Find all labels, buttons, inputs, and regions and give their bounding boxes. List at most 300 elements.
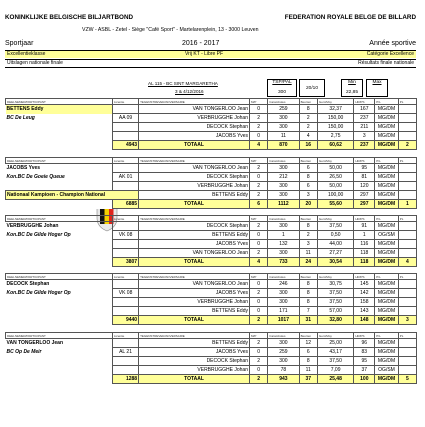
average: 37,50 [317, 222, 354, 231]
average: 37,50 [317, 298, 354, 307]
opponent: VERBRUGGHE Johan [139, 366, 250, 375]
blank-cell [6, 182, 113, 191]
match-points: 2 [249, 182, 267, 191]
blank-cell [398, 114, 416, 123]
match-row [6, 231, 417, 240]
total-license: 9440 [113, 316, 139, 325]
average: 150,00 [317, 114, 354, 123]
blank-cell [6, 123, 113, 132]
player-block [5, 332, 417, 384]
categorie: Catégorie Excellence [366, 51, 414, 57]
player-block [5, 215, 417, 267]
column-header: P/L [375, 158, 399, 164]
average: 150,00 [317, 123, 354, 132]
total-caramboles: 1017 [268, 316, 299, 325]
column-header: Beurten [299, 333, 317, 339]
average: 43,17 [317, 348, 354, 357]
match-row [6, 123, 417, 132]
column-header: P/L [375, 99, 399, 105]
column-header: HR/PS [354, 158, 375, 164]
license: VK 08 [113, 231, 139, 240]
player-block [5, 98, 417, 150]
pl: OG/SM [375, 231, 399, 240]
column-header: DEELNEMER/PARTICIPANT [6, 99, 113, 105]
opponent: BETTENS Eddy [139, 231, 250, 240]
column-header: Licentie [113, 216, 139, 222]
license: AA 09 [113, 114, 139, 123]
column-header: TEGENSTREVER/ADVERSAIRE [139, 274, 250, 280]
column-header: PL [398, 99, 416, 105]
caramboles: 300 [268, 339, 299, 348]
column-header: HR/PS [354, 333, 375, 339]
column-header: M/P [249, 99, 267, 105]
final-rank: 5 [398, 375, 416, 384]
match-row [6, 339, 417, 348]
beurten: 8 [299, 173, 317, 182]
opponent: VAN TONGERLOO Jean [139, 105, 250, 114]
total-caramboles: 733 [268, 258, 299, 267]
column-header: Caramboles [268, 274, 299, 280]
caramboles: 212 [268, 173, 299, 182]
blank-cell [6, 366, 113, 375]
column-header: Caramboles [268, 99, 299, 105]
opponent: DECOCK Stephan [139, 173, 250, 182]
blank-cell [398, 105, 416, 114]
blank-cell [113, 366, 139, 375]
average: 25,00 [317, 339, 354, 348]
pl: MG/DM [375, 114, 399, 123]
player-name: BETTENS Eddy [6, 105, 113, 114]
caramboles: 259 [268, 348, 299, 357]
total-average: 25,48 [317, 375, 354, 384]
total-caramboles: 943 [268, 375, 299, 384]
blank-cell [113, 298, 139, 307]
season: 2016 - 2017 [182, 40, 220, 47]
beurten: 8 [299, 280, 317, 289]
blank-cell [398, 348, 416, 357]
blank-cell [398, 182, 416, 191]
column-header: P/L [375, 216, 399, 222]
beurten: 2 [299, 123, 317, 132]
caramboles: 1 [268, 231, 299, 240]
opponent: JACOBS Yves [139, 132, 250, 141]
column-header: M/P [249, 158, 267, 164]
resultats: Résultats finale nationale [358, 60, 414, 66]
column-header: M/P [249, 274, 267, 280]
high-run: 297 [354, 191, 375, 200]
average: 44,00 [317, 240, 354, 249]
player-club: Kon.BC De Goeie Queue [6, 173, 113, 182]
average: 100,00 [317, 191, 354, 200]
blank-cell [6, 316, 113, 325]
total-label: TOTAAL [139, 200, 250, 209]
total-beurten: 31 [299, 316, 317, 325]
total-beurten: 24 [299, 258, 317, 267]
match-row [6, 164, 417, 173]
venue-name: AL 115 - BC SINT MARGARETHA [148, 81, 218, 86]
total-label: TOTAAL [139, 375, 250, 384]
high-run: 83 [354, 348, 375, 357]
max-label: Max [372, 80, 382, 85]
blank-cell [113, 357, 139, 366]
player-name: DECOCK Stephan [6, 280, 113, 289]
beurten: 2 [299, 114, 317, 123]
match-row [6, 249, 417, 258]
blank-cell [113, 249, 139, 258]
pl: MG/DM [375, 289, 399, 298]
pl: OG/SM [375, 366, 399, 375]
column-header: Gem/Moy [317, 333, 354, 339]
opponent: JACOBS Yves [139, 289, 250, 298]
match-points: 0 [249, 366, 267, 375]
beurten: 8 [299, 222, 317, 231]
pl: MG/DM [375, 132, 399, 141]
caramboles: 300 [268, 123, 299, 132]
pl: MG/DM [375, 280, 399, 289]
total-average: 55,60 [317, 200, 354, 209]
blank-cell [6, 258, 113, 267]
total-beurten: 20 [299, 200, 317, 209]
blank-cell [398, 173, 416, 182]
match-row [6, 132, 417, 141]
total-beurten: 37 [299, 375, 317, 384]
high-run: 91 [354, 222, 375, 231]
total-match-points: 4 [249, 258, 267, 267]
player-block [5, 157, 417, 209]
opponent: BETTENS Eddy [139, 307, 250, 316]
opponent: VAN TONGERLOO Jean [139, 249, 250, 258]
player-block [5, 273, 417, 325]
high-run: 116 [354, 240, 375, 249]
average: 30,75 [317, 280, 354, 289]
match-points: 0 [249, 231, 267, 240]
total-row [6, 316, 417, 325]
blank-cell [6, 240, 113, 249]
annee-label: Année sportive [369, 40, 416, 47]
match-points: 0 [249, 105, 267, 114]
final-rank: 3 [398, 316, 416, 325]
opponent: JACOBS Yves [139, 348, 250, 357]
total-average: 60,62 [317, 141, 354, 150]
uitslagen: Uitslagen nationale finale [7, 60, 63, 66]
player-club: Kon.BC De Gilde Hoger Op [6, 289, 113, 298]
pl: MG/DM [375, 105, 399, 114]
blank-cell [398, 191, 416, 200]
total-high-run: 118 [354, 258, 375, 267]
column-header: Beurten [299, 158, 317, 164]
column-header: DEELNEMER/PARTICIPANT [6, 333, 113, 339]
pl: MG/DM [375, 348, 399, 357]
high-run: 143 [354, 307, 375, 316]
beurten: 4 [299, 132, 317, 141]
beurten: 8 [299, 105, 317, 114]
total-row [6, 258, 417, 267]
beurten-box [299, 79, 325, 97]
column-header: M/P [249, 216, 267, 222]
total-label: TOTAAL [139, 258, 250, 267]
column-header: HR/PS [354, 216, 375, 222]
total-high-run: 237 [354, 141, 375, 150]
blank-cell [398, 366, 416, 375]
column-header: Caramboles [268, 158, 299, 164]
high-run: 142 [354, 289, 375, 298]
average: 57,00 [317, 307, 354, 316]
opponent: DECOCK Stephan [139, 123, 250, 132]
blank-cell [113, 132, 139, 141]
match-points: 0 [249, 307, 267, 316]
total-pl: MG/DM [375, 141, 399, 150]
blank-cell [398, 357, 416, 366]
blank-cell [398, 339, 416, 348]
match-points: 2 [249, 123, 267, 132]
opponent: VERBRUGGHE Johan [139, 298, 250, 307]
column-header: Caramboles [268, 216, 299, 222]
moy-label: Min [348, 80, 356, 85]
column-header: Beurten [299, 99, 317, 105]
match-points: 2 [249, 164, 267, 173]
column-header: Licentie [113, 99, 139, 105]
match-points: 2 [249, 114, 267, 123]
column-header: TEGENSTREVER/ADVERSAIRE [139, 216, 250, 222]
column-header: Gem/Moy [317, 158, 354, 164]
average: 32,37 [317, 105, 354, 114]
opponent: BETTENS Eddy [139, 191, 250, 200]
pl: MG/DM [375, 339, 399, 348]
high-run: 145 [354, 280, 375, 289]
column-header: DEELNEMER/PARTICIPANT [6, 216, 113, 222]
average: 50,00 [317, 182, 354, 191]
total-row [6, 200, 417, 209]
total-row [6, 141, 417, 150]
blank-cell [113, 222, 139, 231]
match-points: 2 [249, 249, 267, 258]
column-header: HR/PS [354, 99, 375, 105]
moy-box [341, 79, 363, 97]
blank-cell [113, 123, 139, 132]
caramboles: 300 [268, 289, 299, 298]
high-run: 37 [354, 366, 375, 375]
address: VZW - ASBL - Zetel - Siège "Café Sport" - Martelarenplein, 13 - 3000 Leuven [82, 27, 259, 33]
column-header: PL [398, 216, 416, 222]
match-points: 2 [249, 339, 267, 348]
total-license: 4943 [113, 141, 139, 150]
match-row [6, 348, 417, 357]
column-header: M/P [249, 333, 267, 339]
match-row [6, 366, 417, 375]
blank-cell [398, 123, 416, 132]
column-header: Licentie [113, 274, 139, 280]
beurten: 7 [299, 307, 317, 316]
blank-cell [398, 298, 416, 307]
blank-cell [398, 231, 416, 240]
pl: MG/DM [375, 173, 399, 182]
high-run: 167 [354, 105, 375, 114]
total-license: 6885 [113, 200, 139, 209]
column-header: TEGENSTREVER/ADVERSAIRE [139, 158, 250, 164]
average: 0,50 [317, 231, 354, 240]
blank-cell [113, 307, 139, 316]
total-pl: MG/DM [375, 375, 399, 384]
column-header: Gem/Moy [317, 216, 354, 222]
caramboles: 300 [268, 249, 299, 258]
caramboles: 300 [268, 114, 299, 123]
total-pl: MG/DM [375, 200, 399, 209]
class-bar [5, 50, 416, 58]
column-header: Licentie [113, 333, 139, 339]
beurten: 11 [299, 249, 317, 258]
match-points: 0 [249, 132, 267, 141]
moy-value: 22,85 [345, 89, 358, 95]
total-average: 30,54 [317, 258, 354, 267]
license: AL 21 [113, 348, 139, 357]
total-row [6, 375, 417, 384]
pl: MG/DM [375, 249, 399, 258]
beurten: 2 [299, 231, 317, 240]
high-run: 95 [354, 357, 375, 366]
match-points: 2 [249, 222, 267, 231]
opponent: DECOCK Stephan [139, 357, 250, 366]
blank-cell [398, 249, 416, 258]
blank-cell [113, 182, 139, 191]
match-row [6, 173, 417, 182]
total-high-run: 148 [354, 316, 375, 325]
pl: MG/DM [375, 191, 399, 200]
blank-cell [398, 164, 416, 173]
total-pl: MG/DM [375, 316, 399, 325]
high-run: 81 [354, 173, 375, 182]
match-row [6, 307, 417, 316]
column-header: DEELNEMER/PARTICIPANT [6, 158, 113, 164]
player-club: Kon.BC De Gilde Hoger Op [6, 231, 113, 240]
caramboles: 246 [268, 280, 299, 289]
beurten: 8 [299, 357, 317, 366]
tsp-box [267, 79, 297, 97]
license: AK 01 [113, 173, 139, 182]
column-header: Beurten [299, 274, 317, 280]
match-row [6, 289, 417, 298]
column-header: P/L [375, 333, 399, 339]
total-label: TOTAAL [139, 316, 250, 325]
blank-cell [398, 240, 416, 249]
match-points: 0 [249, 298, 267, 307]
final-rank: 1 [398, 200, 416, 209]
champion-label: Nationaal Kampioen - Champion National [6, 191, 139, 200]
pl: MG/DM [375, 357, 399, 366]
blank-cell [6, 307, 113, 316]
opponent: VAN TONGERLOO Jean [139, 164, 250, 173]
average: 7,09 [317, 366, 354, 375]
opponent: VERBRUGGHE Johan [139, 114, 250, 123]
caramboles: 78 [268, 366, 299, 375]
blank-cell [398, 289, 416, 298]
caramboles: 300 [268, 191, 299, 200]
high-run: 118 [354, 249, 375, 258]
total-match-points: 6 [249, 200, 267, 209]
caramboles: 171 [268, 307, 299, 316]
total-high-run: 297 [354, 200, 375, 209]
caramboles: 11 [268, 132, 299, 141]
pl: MG/DM [375, 164, 399, 173]
beurten: 3 [299, 240, 317, 249]
match-row [6, 298, 417, 307]
column-header: Gem/Moy [317, 99, 354, 105]
caramboles: 300 [268, 182, 299, 191]
match-points: 0 [249, 173, 267, 182]
high-run: 3 [354, 132, 375, 141]
player-name: VAN TONGERLOO Jean [6, 339, 113, 348]
column-header: TEGENSTREVER/ADVERSAIRE [139, 333, 250, 339]
total-match-points: 2 [249, 316, 267, 325]
pl: MG/DM [375, 182, 399, 191]
high-run: 96 [354, 339, 375, 348]
column-header: DEELNEMER/PARTICIPANT [6, 274, 113, 280]
average: 26,50 [317, 173, 354, 182]
opponent: VAN TONGERLOO Jean [139, 280, 250, 289]
org-name-fr: FEDERATION ROYALE BELGE DE BILLARD [284, 14, 416, 21]
blank-cell [6, 141, 113, 150]
tsp-label: TSP/PAL [272, 80, 292, 85]
discipline: Vrij KT - Libre PF [185, 51, 224, 57]
high-run: 1 [354, 231, 375, 240]
final-rank: 2 [398, 141, 416, 150]
column-header: PL [398, 274, 416, 280]
blank-cell [113, 280, 139, 289]
caramboles: 300 [268, 298, 299, 307]
total-match-points: 2 [249, 375, 267, 384]
match-row [6, 191, 417, 200]
total-caramboles: 870 [268, 141, 299, 150]
blank-cell [6, 298, 113, 307]
blank-cell [398, 222, 416, 231]
license: VK 08 [113, 289, 139, 298]
match-row [6, 105, 417, 114]
results-bar [5, 59, 416, 68]
caramboles: 300 [268, 164, 299, 173]
match-row [6, 182, 417, 191]
klasse: Excellentieklasse [7, 51, 46, 57]
match-points: 2 [249, 289, 267, 298]
column-header: Gem/Moy [317, 274, 354, 280]
blank-cell [398, 132, 416, 141]
column-header: P/L [375, 274, 399, 280]
average: 2,75 [317, 132, 354, 141]
match-row [6, 280, 417, 289]
blank-cell [113, 240, 139, 249]
total-match-points: 4 [249, 141, 267, 150]
blank-cell [6, 132, 113, 141]
match-points: 0 [249, 280, 267, 289]
pl: MG/DM [375, 298, 399, 307]
match-points: 0 [249, 348, 267, 357]
average: 27,27 [317, 249, 354, 258]
pl: MG/DM [375, 123, 399, 132]
total-license: 1288 [113, 375, 139, 384]
opponent: BETTENS Eddy [139, 339, 250, 348]
match-points: 2 [249, 191, 267, 200]
caramboles: 300 [268, 222, 299, 231]
venue-dates: 3 & 4/12/2016 [175, 89, 204, 94]
match-row [6, 222, 417, 231]
player-name: JACOBS Yves [6, 164, 113, 173]
pl: MG/DM [375, 240, 399, 249]
opponent: JACOBS Yves [139, 240, 250, 249]
beurten: 6 [299, 348, 317, 357]
total-high-run: 100 [354, 375, 375, 384]
player-club: BC Op De Meir [6, 348, 113, 357]
beurten: 6 [299, 182, 317, 191]
match-points: 2 [249, 357, 267, 366]
column-header: PL [398, 158, 416, 164]
